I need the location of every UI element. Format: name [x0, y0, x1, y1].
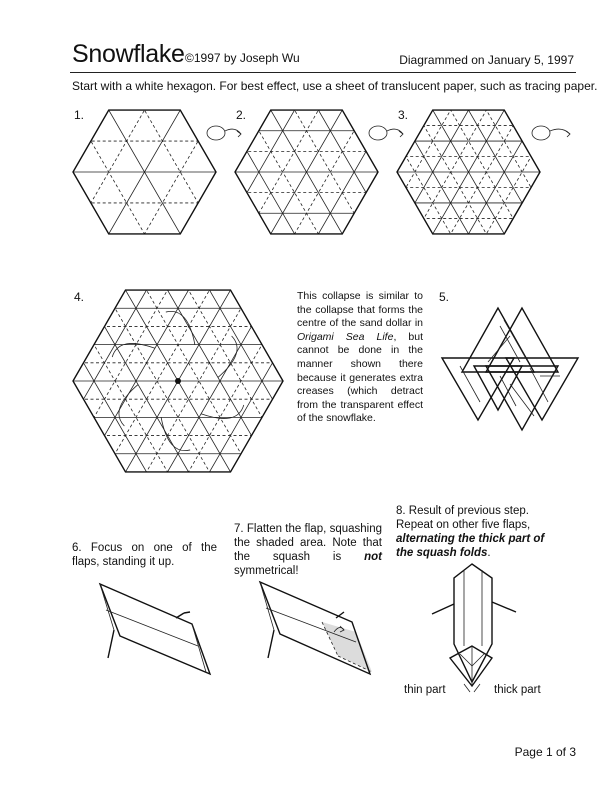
page-number: Page 1 of 3 — [514, 745, 576, 759]
step-6-text: 6. Focus on one of the flaps, standing it up. — [72, 542, 217, 568]
step-2-hexagon-diagram — [234, 108, 379, 236]
step-8-text — [396, 504, 546, 560]
step-5-number: 5. — [439, 290, 450, 304]
step-8-text-start: 8. Result of previous step. Repeat on other five flaps, — [396, 505, 531, 531]
copyright: ©1997 by Joseph Wu — [185, 51, 300, 65]
step-3-hexagon-diagram — [396, 108, 541, 236]
step-4-note-text-end: , but cannot be done in the manner shown there because it generates extra creases (which detract from the transparent effect of the snowflake. — [297, 330, 424, 425]
intro-text: Start with a white hexagon. For best effect, use a sheet of translucent paper, such as tracing paper. — [72, 79, 598, 93]
book-title: Origami Sea Life — [297, 330, 394, 343]
step-3-number: 3. — [398, 108, 409, 122]
thick-part-label: thick part — [494, 684, 541, 696]
diagram-date: Diagrammed on January 5, 1997 — [399, 53, 574, 67]
step-8-result-diagram — [424, 562, 524, 702]
step-7-text — [234, 522, 382, 578]
step-7-text-start: 7. Flatten the flap, squashing the shaded area. Note that the squash is — [234, 523, 382, 563]
step-5-star-diagram — [440, 306, 580, 432]
rotate-arrow-icon — [528, 120, 572, 146]
step-1-hexagon-diagram — [72, 108, 217, 236]
step-4-note-text: This collapse is similar to the collapse that forms the centre of the sand dollar in — [297, 290, 423, 330]
page-title: Snowflake — [72, 40, 185, 68]
step-4-collapse-diagram — [72, 288, 284, 474]
header-rule — [70, 72, 576, 73]
step-4-number: 4. — [74, 290, 85, 304]
step-2-number: 2. — [236, 108, 247, 122]
step-7-squash-diagram — [252, 580, 382, 680]
emphasis: not — [364, 551, 382, 563]
step-1-number: 1. — [74, 108, 85, 122]
emphasis: alternating the thick part of the squash folds — [396, 533, 545, 559]
step-7-text-end: symmetrical! — [234, 565, 299, 577]
thin-part-label: thin part — [404, 684, 446, 696]
step-8-text-end: . — [487, 547, 491, 559]
step-4-note — [297, 290, 423, 426]
step-6-flap-diagram — [94, 580, 214, 680]
